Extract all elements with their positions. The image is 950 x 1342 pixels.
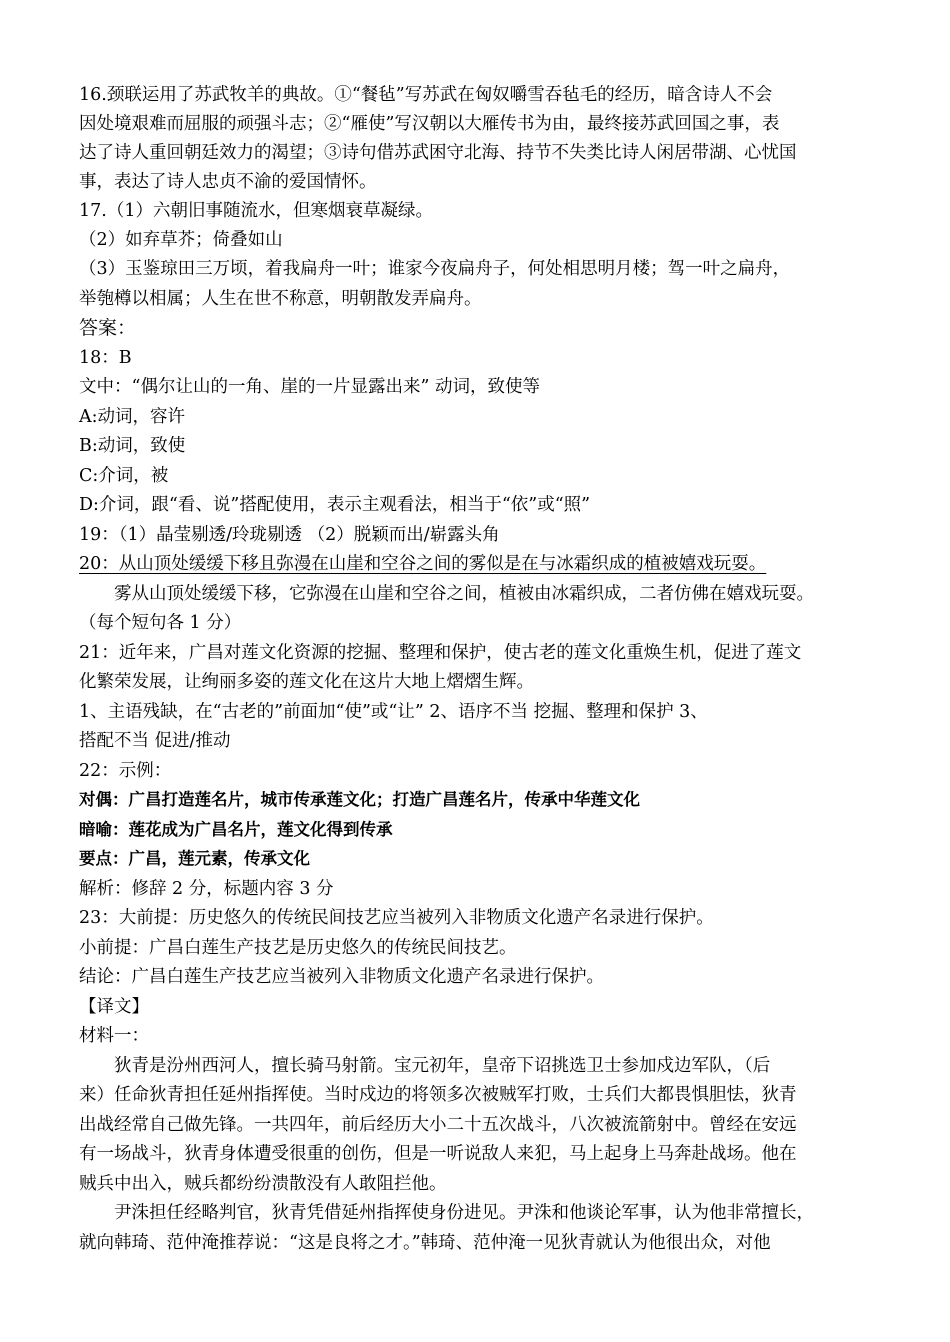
answer-16-line-2: 因处境艰难而屈服的顽强斗志；②“雁使”写汉朝以大雁传书为由，最终接苏武回国之事，表 xyxy=(79,114,780,134)
answer-23-minor-premise: 小前提：广昌白莲生产技艺是历史悠久的传统民间技艺。 xyxy=(79,938,517,958)
answer-23-conclusion: 结论：广昌白莲生产技艺应当被列入非物质文化遗产名录进行保护。 xyxy=(79,967,604,987)
answer-23-major-premise: 23：大前提：历史悠久的传统民间技艺应当被列入非物质文化遗产名录进行保护。 xyxy=(79,908,714,928)
answer-18-option-b: B:动词，致使 xyxy=(79,436,186,456)
translation-para-1-line-4: 有一场战斗，狄青身体遭受很重的创伤，但是一听说敌人来犯，马上起身上马奔赴战场。他在 xyxy=(79,1144,797,1164)
answer-16-line-1: 16.颈联运用了苏武牧羊的典故。①“餐毡”写苏武在匈奴嚼雪吞毡毛的经历，暗含诗人不会 xyxy=(79,85,773,105)
answer-18-option-a: A:动词，容许 xyxy=(79,407,186,427)
answers-heading: 答案： xyxy=(79,317,137,339)
translation-para-1-line-5: 贼兵中出入，贼兵都纷纷溃散没有人敢阻拦他。 xyxy=(79,1174,447,1194)
translation-para-2-line-2: 就向韩琦、范仲淹推荐说：“这是良将之才。”韩琦、范仲淹一见狄青就认为他很出众，对他 xyxy=(79,1233,771,1253)
answer-17-line-3: （3）玉鉴琼田三万顷，着我扁舟一叶；谁家今夜扁舟子，何处相思明月楼；驾一叶之扁舟， xyxy=(79,259,791,279)
answer-18-context: 文中：“偶尔让山的一角、崖的一片显露出来” 动词，致使等 xyxy=(79,377,540,397)
answer-21-errors-1: 1、主语残缺，在“古老的”前面加“使”或“让” 2、语序不当 挖掘、整理和保护 3、 xyxy=(79,702,708,722)
answer-21-errors-2: 搭配不当 促进/推动 xyxy=(79,731,231,751)
answer-19: 19：（1）晶莹剔透/玲珑剔透 （2）脱颖而出/崭露头角 xyxy=(79,525,500,545)
answer-20-rewrite: 雾从山顶处缓缓下移，它弥漫在山崖和空谷之间，植被由冰霜织成，二者仿佛在嬉戏玩耍。 xyxy=(114,584,814,604)
answer-18-option-c: C:介词，被 xyxy=(79,466,169,486)
translation-para-1-line-1: 狄青是汾州西河人，擅长骑马射箭。宝元初年，皇帝下诏挑选卫士参加戍边军队，（后 xyxy=(114,1056,771,1076)
answer-17-line-4: 举匏樽以相属；人生在世不称意，明朝散发弄扁舟。 xyxy=(79,289,482,309)
answer-16-line-3: 达了诗人重回朝廷效力的渴望；③诗句借苏武困守北海、持节不失类比诗人闲居带湖、心忧国 xyxy=(79,143,797,163)
answer-21-line-1: 21：近年来，广昌对莲文化资源的挖掘、整理和保护，使古老的莲文化重焕生机，促进了莲文 xyxy=(79,643,802,663)
answer-22-analysis: 解析：修辞 2 分，标题内容 3 分 xyxy=(79,879,334,899)
answer-18-option-d: D:介词，跟“看、说”搭配使用，表示主观看法，相当于“依”或“照” xyxy=(79,495,591,515)
answer-22-metaphor: 暗喻：莲花成为广昌名片，莲文化得到传承 xyxy=(79,820,393,839)
answer-17-line-2: （2）如弃草芥；倚叠如山 xyxy=(79,230,283,250)
answer-22-heading: 22：示例： xyxy=(79,761,172,781)
answer-16-line-4: 事，表达了诗人忠贞不渝的爱国情怀。 xyxy=(79,172,377,192)
translation-para-2-line-1: 尹洙担任经略判官，狄青凭借延州指挥使身份进见。尹洙和他谈论军事，认为他非常擅长， xyxy=(114,1203,814,1223)
answer-20-scoring: （每个短句各 1 分） xyxy=(79,613,242,633)
translation-heading: 【译文】 xyxy=(79,997,149,1017)
answer-22-parallelism: 对偶：广昌打造莲名片，城市传承莲文化；打造广昌莲名片，传承中华莲文化 xyxy=(79,790,640,809)
material-one-heading: 材料一： xyxy=(79,1026,149,1046)
answer-18: 18：B xyxy=(79,348,132,368)
answer-20-sentence: 20：从山顶处缓缓下移且弥漫在山崖和空谷之间的雾似是在与冰霜织成的植被嬉戏玩耍。 xyxy=(79,554,767,574)
translation-para-1-line-2: 来）任命狄青担任延州指挥使。当时戍边的将领多次被贼军打败，士兵们大都畏惧胆怯，狄青 xyxy=(79,1085,797,1105)
answer-17-line-1: 17.（1）六朝旧事随流水，但寒烟衰草凝绿。 xyxy=(79,201,433,221)
answer-21-line-2: 化繁荣发展，让绚丽多姿的莲文化在这片大地上熠熠生辉。 xyxy=(79,672,534,692)
translation-para-1-line-3: 出战经常自己做先锋。一共四年，前后经历大小二十五次战斗，八次被流箭射中。曾经在安远 xyxy=(79,1115,797,1135)
answer-22-key-points: 要点：广昌，莲元素，传承文化 xyxy=(79,849,310,868)
